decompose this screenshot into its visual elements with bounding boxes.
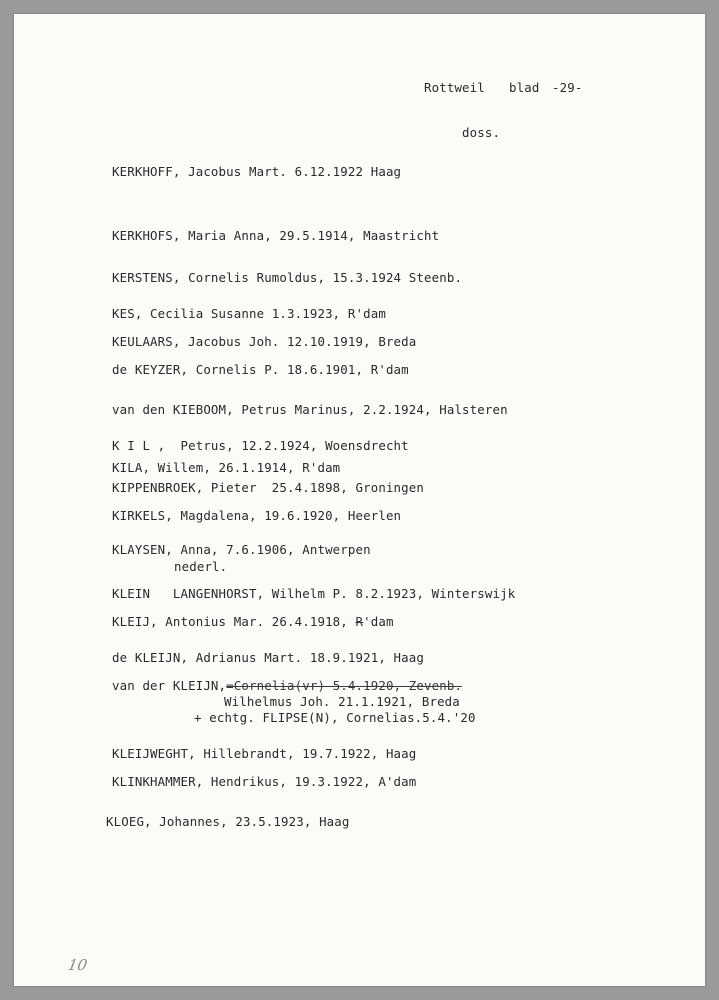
entry-de-kleijn: de KLEIJN, Adrianus Mart. 18.9.1921, Haag (112, 650, 425, 665)
entry-van-der-kleijn-struck: =Cornelia(vr) 5.4.1920, Zevenb. (226, 678, 463, 693)
entry-de-keyzer: de KEYZER, Cornelis P. 18.6.1901, R'dam (112, 362, 409, 377)
entry-kila: KILA, Willem, 26.1.1914, R'dam (112, 460, 341, 475)
entry-kleijweght: KLEIJWEGHT, Hillebrandt, 19.7.1922, Haag (112, 746, 417, 761)
entry-van-den-kieboom: van den KIEBOOM, Petrus Marinus, 2.2.1924, Halsteren (112, 402, 508, 417)
header-place: Rottweil (424, 80, 485, 95)
entry-kerkhofs: KERKHOFS, Maria Anna, 29.5.1914, Maastricht (112, 228, 440, 243)
entry-kleij-text: KLEIJ, Antonius Mar. 26.4.1918, (112, 614, 356, 629)
entry-van-der-kleijn-line2: Wilhelmus Joh. 21.1.1921, Breda (224, 694, 460, 709)
entry-kleij-end: 'dam (363, 614, 394, 629)
entry-keulaars: KEULAARS, Jacobus Joh. 12.10.1919, Breda (112, 334, 417, 349)
entry-van-der-kleijn (112, 680, 462, 692)
entry-kil: K I L , Petrus, 12.2.1924, Woensdrecht (112, 438, 409, 453)
entry-kloeg: KLOEG, Johannes, 23.5.1923, Haag (106, 814, 350, 829)
entry-van-der-kleijn-line3: + echtg. FLIPSE(N), Cornelias.5.4.'20 (194, 710, 476, 725)
pencil-page-mark: 10 (66, 956, 89, 974)
entry-kippenbroek: KIPPENBROEK, Pieter 25.4.1898, Groningen (112, 480, 425, 495)
entry-klaysen-note: nederl. (174, 559, 228, 574)
entry-klinkhammer: KLINKHAMMER, Hendrikus, 19.3.1922, A'dam (112, 774, 417, 789)
entry-klein-langenhorst: KLEIN LANGENHORST, Wilhelm P. 8.2.1923, Winterswijk (112, 586, 516, 601)
header-sheet-number: -29- (552, 80, 583, 95)
entry-kirkels: KIRKELS, Magdalena, 19.6.1920, Heerlen (112, 508, 402, 523)
header-dossier: doss. (462, 125, 501, 140)
document-page (14, 14, 705, 986)
entry-kes: KES, Cecilia Susanne 1.3.1923, R'dam (112, 306, 386, 321)
entry-kleij (112, 616, 394, 628)
entry-van-der-kleijn-name: van der KLEIJN, (112, 678, 227, 693)
entry-kerkhoff: KERKHOFF, Jacobus Mart. 6.12.1922 Haag (112, 164, 402, 179)
header-sheet-label: blad (509, 80, 540, 95)
entry-kleij-correction: R (355, 614, 364, 629)
entry-kerstens: KERSTENS, Cornelis Rumoldus, 15.3.1924 Steenb. (112, 270, 463, 285)
entry-klaysen: KLAYSEN, Anna, 7.6.1906, Antwerpen (112, 542, 371, 557)
